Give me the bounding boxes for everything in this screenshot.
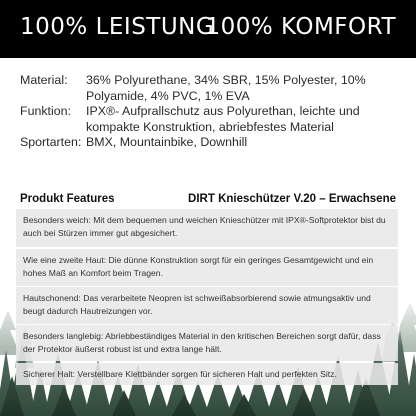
feature-skin-friendly: Hautschonend: Das verarbeitete Neopren ist schweißabsorbierend sowie atmungsaktiv und beugt dadurch Hautreizungen vor. [16, 287, 398, 324]
spec-value: 36% Polyurethane, 34% SBR, 15% Polyester, 10% Polyamide, 4% PVC, 1% EVA [86, 73, 366, 103]
spec-label: Material: [20, 73, 68, 87]
header-comfort: 100% KOMFORT [205, 14, 396, 40]
spec-row-sports [20, 135, 404, 151]
spec-list [20, 73, 404, 151]
spec-row-material [20, 73, 404, 104]
header-performance: 100% LEISTUNG [20, 14, 215, 40]
feature-durable: Besonders langlebig: Abriebbeständiges Material in den kritischen Bereichen sorgt dafür, dass der Protektor äußerst robust ist und extra lange hält. [16, 325, 398, 361]
feature-second-skin: Wie eine zweite Haut: Die dünne Konstruktion sorgt für ein geringes Gesamtgewicht und ein hohes Maß an Komfort beim Tragen. [16, 249, 398, 286]
feature-soft: Besonders weich: Mit dem bequemen und weichen Knieschützer mit IPX®-Softprotektor bist du auch bei Stürzen immer gut abgesichert. [16, 209, 398, 247]
spec-row-function [20, 104, 404, 135]
spec-value: IPX®- Aufprallschutz aus Polyurethan, leichte und kompakte Konstruktion, abriebfestes Material [86, 104, 360, 134]
features-title: Produkt Features [20, 193, 115, 205]
header-banner [0, 0, 416, 58]
spec-value: BMX, Mountainbike, Downhill [86, 135, 248, 149]
feature-secure-fit: Sicherer Halt: Verstellbare Klettbänder sorgen für sicheren Halt und perfekten Sitz. [16, 363, 398, 385]
spec-label: Funktion: [20, 104, 71, 118]
spec-label: Sportarten: [20, 135, 82, 149]
product-name: DIRT Knieschützer V.20 – Erwachsene [188, 193, 396, 205]
